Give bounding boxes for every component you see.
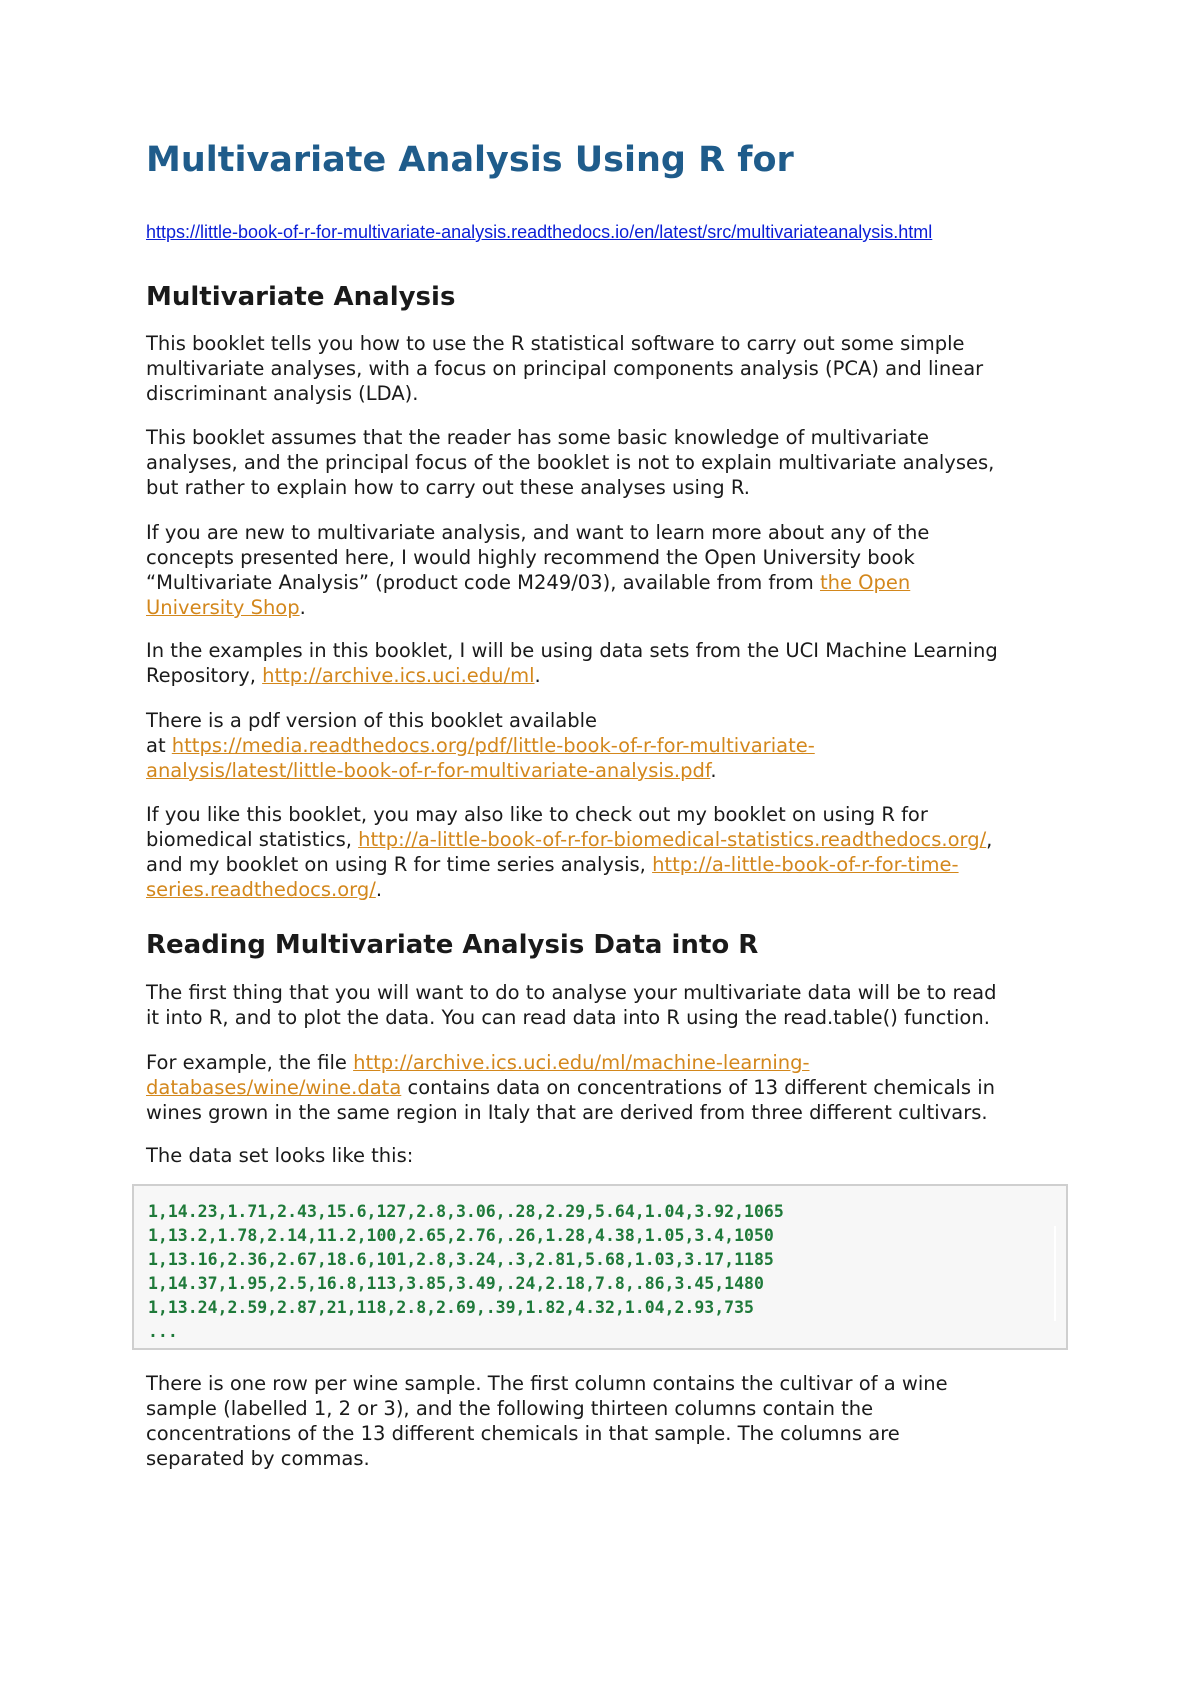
inline-text: and my booklet on using R for time series analysis, (146, 853, 653, 876)
pdf-version-link[interactable]: https://media.readthedocs.org/pdf/little-book-of-r-for-multivariate- (171, 734, 815, 757)
text-line: This booklet tells you how to use the R statistical software to carry out some simple (146, 332, 965, 355)
intro-paragraph-1 (146, 331, 1076, 406)
inline-text: contains data on concentrations of 13 different chemicals in (401, 1076, 995, 1099)
inline-text: , (986, 828, 993, 851)
section-heading-reading-data: Reading Multivariate Analysis Data into R (146, 930, 759, 960)
text-line: The first thing that you will want to do to analyse your multivariate data will be to read (146, 981, 997, 1004)
wine-data-link-cont[interactable]: databases/wine/wine.data (146, 1076, 402, 1099)
code-scrollbar[interactable] (1054, 1226, 1056, 1321)
text-line: There is one row per wine sample. The first column contains the cultivar of a wine (146, 1372, 948, 1395)
text-line: discriminant analysis (LDA). (146, 382, 419, 405)
code-line: 1,14.23,1.71,2.43,15.6,127,2.8,3.06,.28,2.29,5.64,1.04,3.92,1065 (148, 1202, 784, 1221)
text-line (146, 1050, 1076, 1075)
inline-text: . (534, 664, 541, 687)
text-line: This booklet assumes that the reader has some basic knowledge of multivariate (146, 426, 929, 449)
text-line: multivariate analyses, with a focus on principal components analysis (PCA) and linear (146, 357, 984, 380)
reading-paragraph-1 (146, 980, 1076, 1030)
open-university-shop-link[interactable]: the Open (819, 571, 911, 594)
text-line (146, 758, 1076, 783)
uci-repository-link[interactable]: http://archive.ics.uci.edu/ml (262, 664, 535, 687)
text-line: but rather to explain how to carry out these analyses using R. (146, 476, 750, 499)
text-line (146, 570, 1076, 595)
inline-text: . (299, 596, 306, 619)
inline-text: Repository, (146, 664, 263, 687)
biomedical-statistics-link[interactable]: http://a-little-book-of-r-for-biomedical-statistics.readthedocs.org/ (358, 828, 987, 851)
intro-paragraph-6 (146, 802, 1076, 902)
text-line: wines grown in the same region in Italy that are derived from three different cultivars. (146, 1101, 988, 1124)
code-line: 1,13.16,2.36,2.67,18.6,101,2.8,3.24,.3,2.81,5.68,1.03,3.17,1185 (148, 1250, 774, 1269)
text-line: There is a pdf version of this booklet available (146, 709, 597, 732)
text-line: The data set looks like this: (146, 1144, 414, 1167)
reading-paragraph-2 (146, 1050, 1076, 1125)
intro-paragraph-2 (146, 425, 1076, 500)
text-line: If you like this booklet, you may also like to check out my booklet on using R for (146, 803, 928, 826)
inline-text: biomedical statistics, (146, 828, 359, 851)
text-line (146, 663, 1076, 688)
intro-paragraph-3 (146, 520, 1076, 620)
inline-text: “Multivariate Analysis” (product code M249/03), available from from (146, 571, 820, 594)
inline-text: For example, the file (146, 1051, 354, 1074)
text-line: separated by commas. (146, 1447, 370, 1470)
pdf-version-link-cont[interactable]: analysis/latest/little-book-of-r-for-multivariate-analysis.pdf (146, 759, 711, 782)
code-line: ... (148, 1322, 178, 1341)
reading-paragraph-4 (146, 1371, 1076, 1471)
code-line: 1,13.24,2.59,2.87,21,118,2.8,2.69,.39,1.82,4.32,1.04,2.93,735 (148, 1298, 754, 1317)
text-line (146, 733, 1076, 758)
text-line (146, 852, 1076, 877)
reading-paragraph-3 (146, 1143, 1076, 1168)
code-block[interactable] (132, 1184, 1068, 1350)
text-line: If you are new to multivariate analysis, and want to learn more about any of the (146, 521, 930, 544)
source-url-link[interactable]: https://little-book-of-r-for-multivariate-analysis.readthedocs.io/en/latest/src/multivariateanalysis.html (146, 222, 933, 242)
text-line: it into R, and to plot the data. You can read data into R using the read.table() function. (146, 1006, 990, 1029)
text-line: concepts presented here, I would highly recommend the Open University book (146, 546, 915, 569)
text-line: sample (labelled 1, 2 or 3), and the following thirteen columns contain the (146, 1397, 874, 1420)
section-heading-multivariate-analysis: Multivariate Analysis (146, 282, 456, 312)
intro-paragraph-4 (146, 638, 1076, 688)
intro-paragraph-5 (146, 708, 1076, 783)
text-line: analyses, and the principal focus of the booklet is not to explain multivariate analyses, (146, 451, 995, 474)
text-line: concentrations of the 13 different chemicals in that sample. The columns are (146, 1422, 900, 1445)
page-title: Multivariate Analysis Using R for (146, 140, 794, 180)
text-line (146, 595, 1076, 620)
code-content (148, 1200, 784, 1344)
wine-data-link[interactable]: http://archive.ics.uci.edu/ml/machine-learning- (353, 1051, 810, 1074)
code-line: 1,13.2,1.78,2.14,11.2,100,2.65,2.76,.26,1.28,4.38,1.05,3.4,1050 (148, 1226, 774, 1245)
text-line (146, 827, 1076, 852)
inline-text: . (710, 759, 717, 782)
text-line: In the examples in this booklet, I will be using data sets from the UCI Machine Learning (146, 639, 998, 662)
open-university-shop-link-cont[interactable]: University Shop (146, 596, 300, 619)
time-series-link[interactable]: http://a-little-book-of-r-for-time- (652, 853, 959, 876)
inline-text: . (375, 878, 383, 901)
code-line: 1,14.37,1.95,2.5,16.8,113,3.85,3.49,.24,2.18,7.8,.86,3.45,1480 (148, 1274, 764, 1293)
text-line (146, 877, 1076, 902)
text-line (146, 1075, 1076, 1100)
inline-text: at (146, 734, 172, 757)
time-series-link-cont[interactable]: series.readthedocs.org/ (146, 878, 376, 901)
